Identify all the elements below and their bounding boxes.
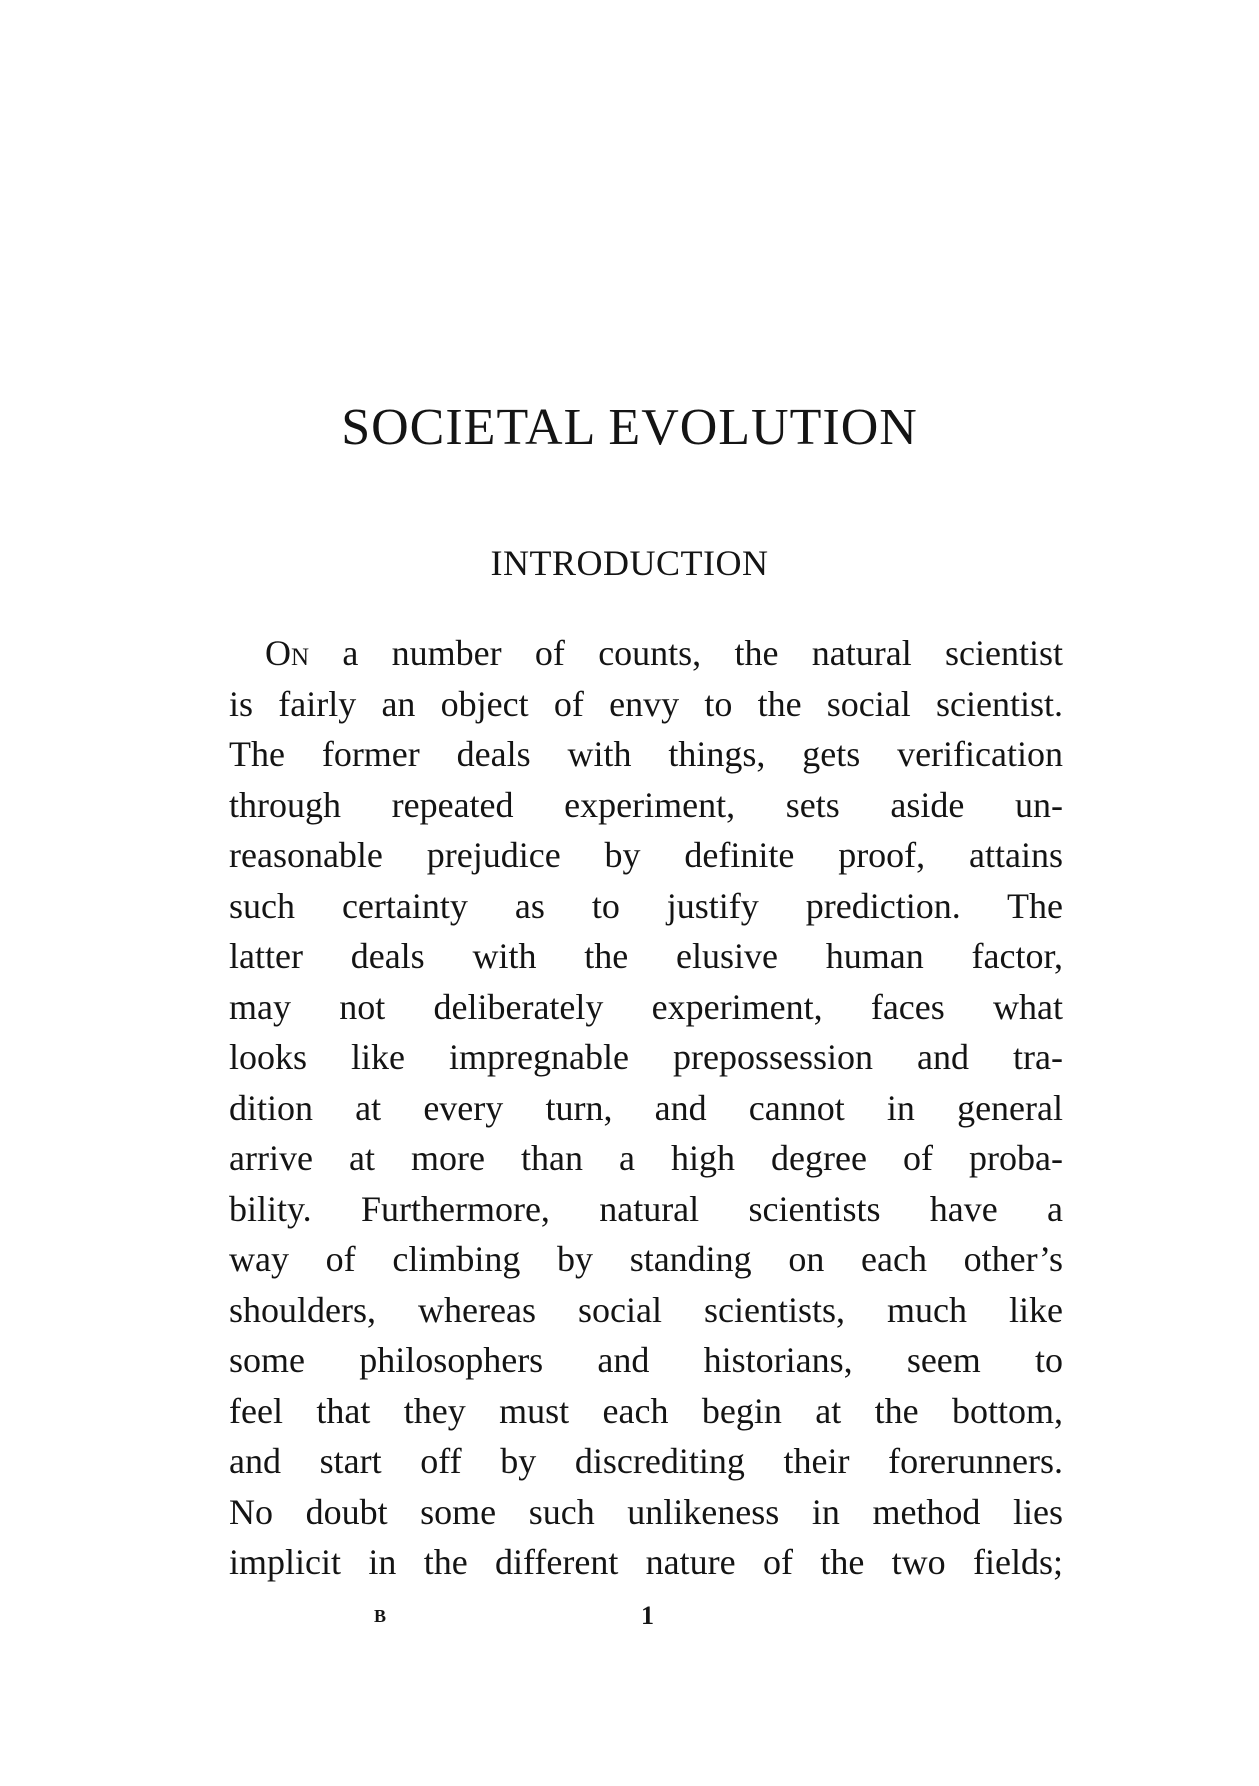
text-line: bility. Furthermore, natural scientists have a [229, 1188, 1063, 1229]
text-line: looks like impregnable prepossession and tra- [229, 1037, 1063, 1077]
book-title: SOCIETAL EVOLUTION [341, 399, 918, 456]
text-line [229, 628, 1063, 679]
text-line: some philosophers and historians, seem to [229, 1340, 1063, 1380]
text-line-rest: a number of counts, the natural scientist [309, 633, 1063, 673]
text-line: and start off by discrediting their forerunners. [229, 1441, 1063, 1481]
text-line: way of climbing by standing on each other’s [229, 1239, 1063, 1279]
text-line: No doubt some such unlikeness in method lies [229, 1491, 1063, 1532]
text-line: may not deliberately experiment, faces what [229, 986, 1063, 1027]
text-line: implicit in the different nature of the two fields; [229, 1542, 1063, 1582]
text-line: arrive at more than a high degree of proba- [229, 1138, 1063, 1178]
text-line: The former deals with things, gets verification [229, 734, 1063, 774]
text-line: latter deals with the elusive human factor, [229, 936, 1063, 976]
chapter-title: INTRODUCTION [490, 543, 769, 583]
body-text [229, 628, 1063, 1588]
text-line: shoulders, whereas social scientists, much like [229, 1289, 1063, 1330]
text-line: reasonable prejudice by definite proof, attains [229, 835, 1063, 875]
page-number: 1 [641, 1601, 654, 1630]
signature-mark: B [374, 1606, 388, 1626]
drop-word: On [265, 633, 310, 673]
text-line: through repeated experiment, sets aside un- [229, 784, 1063, 825]
text-line: such certainty as to justify prediction. The [229, 885, 1063, 926]
text-line: feel that they must each begin at the bottom, [229, 1390, 1063, 1431]
page-footer [0, 1596, 1259, 1636]
text-line: is fairly an object of envy to the social scientist. [229, 683, 1063, 724]
text-line: dition at every turn, and cannot in general [229, 1087, 1063, 1128]
